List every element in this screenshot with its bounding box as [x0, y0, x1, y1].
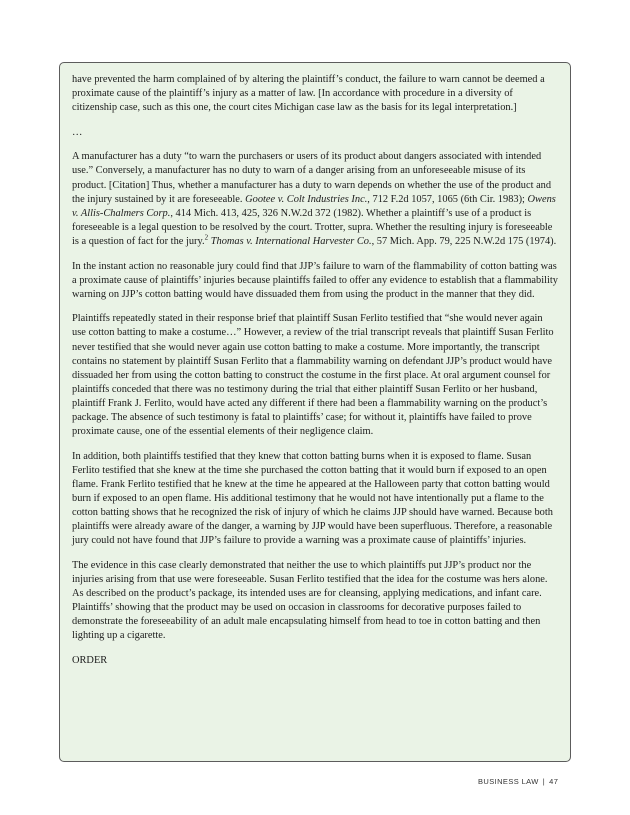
- paragraph-7: The evidence in this case clearly demonstrated that neither the use to which plaintiffs put JJP’s product nor the injuries arising from that use were foreseeable. Susan Ferlito testified that the idea for the costume was hers alone. As described on the product’s package, its intended uses are for cleansing, applying medications, and infant care. Plaintiffs’ showing that the product may be used on occasion in classrooms for decorative purposes failed to demonstrate the foreseeability of an adult male encapsulating himself from head to toe in cotton batting and then lighting up a cigarette.: [72, 559, 548, 642]
- paragraph-6: In addition, both plaintiffs testified that they knew that cotton batting burns when it is exposed to flame. Susan Ferlito testified that she knew at the time she purchased the cotton batting that it would burn if exposed to an open flame. Frank Ferlito testified that he knew at the time he appeared at the Halloween party that cotton batting would burn if exposed to an open flame. His additional testimony that he would not have intentionally put a flame to the cotton batting shows that he recognized the risk of injury of which he claims JJP should have warned. Because both plaintiffs were already aware of the danger, a warning by JJP would have been superfluous. Therefore, a reasonable jury could not have found that JJP’s failure to provide a warning was a proximate cause of plaintiffs’ injuries.: [72, 450, 553, 547]
- paragraph-4: In the instant action no reasonable jury could find that JJP’s failure to warn of the flammability of cotton batting was a proximate cause of plaintiffs’ injuries because plaintiffs failed to offer any evidence to establish that a flammability warning on JJP’s cotton batting would have dissuaded them from using the product in the manner that they did.: [72, 260, 558, 300]
- footer-separator: |: [542, 777, 546, 786]
- citation-thomas: Thomas v. International Harvester Co.: [208, 235, 372, 247]
- order-heading: ORDER: [72, 654, 108, 666]
- paragraph-3-text-a: A manufacturer has a duty “to warn the purchasers or users of its product about dangers associated with intended use.” Conversely, a manufacturer has no duty to warn of a danger arising from an unforeseeable misuse of its product. [Citation] Thus, whether a manufacturer has a duty to warn depends on whether the use of the product and the injury sustained by it are foreseeable.: [72, 151, 552, 205]
- paragraph-ellipsis: …: [72, 126, 83, 138]
- paragraph-3-text-c: , 414 Mich. 413, 425, 326 N.W.2d 372 (1982). Whether a plaintiff’s use of a product is foreseeable is a legal question to be resolved by the court. Trotter, supra. Whether the resulting injury is foreseeable is a question of fact for the jury.: [72, 207, 553, 247]
- paragraph-1: have prevented the harm complained of by altering the plaintiff’s conduct, the failure to warn cannot be deemed a proximate cause of the plaintiff’s injury as a matter of law. [In accordance with procedure in a diversity of citizenship case, such as this one, the court cites Michigan case law as the basis for its legal interpretation.]: [72, 74, 545, 114]
- paragraph-5: Plaintiffs repeatedly stated in their response brief that plaintiff Susan Ferlito testified that “she would never again use cotton batting to make a costume…” However, a review of the trial transcript reveals that plaintiff Susan Ferlito never testified that she would never again use cotton batting to make a costume. More importantly, the transcript contains no statement by plaintiff Susan Ferlito that a flammability warning on defendant JJP’s product would have dissuaded her from using the cotton batting to construct the costume in the first place. At oral argument counsel for plaintiffs conceded that there was no testimony during the trial that either plaintiff Susan Ferlito or her husband, plaintiff Frank J. Ferlito, would have acted any different if there had been a flammability warning on the product’s package. The absence of such testimony is fatal to plaintiffs’ case; for without it, plaintiffs have failed to prove proximate cause, one of the essential elements of their negligence claim.: [72, 313, 554, 438]
- page-footer: [478, 777, 578, 786]
- citation-gootee: Gootee v. Colt Industries Inc.: [245, 193, 368, 205]
- paragraph-3-text-b: , 712 F.2d 1057, 1065 (6th Cir. 1983);: [367, 193, 528, 205]
- page-number: 47: [549, 777, 559, 786]
- footer-label: BUSINESS LAW: [478, 777, 539, 786]
- paragraph-3: [72, 150, 558, 249]
- citation-owens: Owens v. Allis-Chalmers Corp.: [72, 193, 556, 219]
- paragraph-3-text-d: , 57 Mich. App. 79, 225 N.W.2d 175 (1974).: [371, 235, 557, 247]
- footnote-marker: 2: [204, 233, 209, 242]
- excerpt-box: [59, 62, 571, 762]
